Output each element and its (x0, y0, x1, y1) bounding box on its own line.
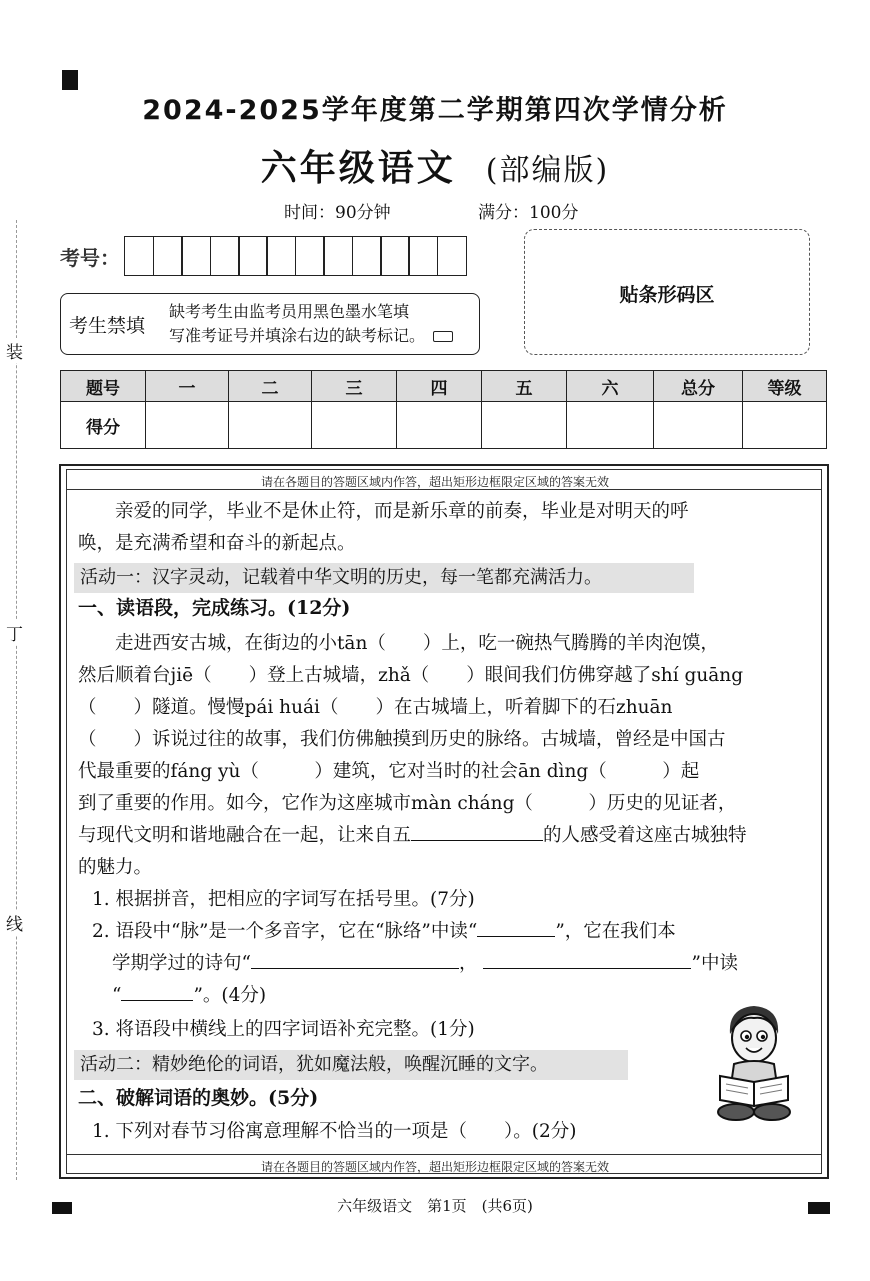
exam-id-cell[interactable] (238, 236, 268, 276)
subject-name: 六年级语文 (260, 147, 456, 189)
intro-line-1: 亲爱的同学，毕业不是休止符，而是新乐章的前奏，毕业是对明天的呼 (115, 501, 689, 522)
score-header-cell: 等级 (743, 371, 827, 402)
activity-2-banner: 活动二：精妙绝伦的词语，犹如魔法般，唤醒沉睡的文字。 (74, 1050, 628, 1080)
score-label: 满分：100分 (478, 203, 579, 223)
absent-mark-checkbox[interactable] (433, 331, 453, 342)
q2-text-d: ， (458, 953, 478, 974)
binding-line (16, 220, 17, 1180)
answer-area-notice-bottom: 请在各题目的答题区域内作答，超出矩形边框限定区域的答案无效 (260, 1160, 609, 1174)
question-1-2-cont (112, 948, 812, 980)
question-1-2-end (112, 980, 412, 1012)
binding-char-zhuang: 装 (6, 338, 23, 363)
exam-id-cell[interactable] (124, 236, 154, 276)
registration-mark-top-left (62, 70, 78, 90)
score-header-cell: 三 (312, 371, 397, 402)
passage-line-4: （ ）诉说过往的故事，我们仿佛触摸到历史的脉络。古城墙，曾经是中国古 (78, 729, 726, 750)
banner-divider-bottom (66, 1154, 822, 1155)
notice-text (169, 300, 453, 348)
passage-line-6: 到了重要的作用。如今，它作为这座城市màn cháng（ ）历史的见证者， (78, 793, 737, 814)
answer-area-notice-top: 请在各题目的答题区域内作答，超出矩形边框限定区域的答案无效 (260, 475, 609, 489)
notice-line-1: 缺考考生由监考员用黑色墨水笔填 (169, 302, 410, 321)
boy-reading-illustration (712, 1000, 796, 1124)
subject-title (0, 140, 870, 191)
score-header-cell: 四 (397, 371, 482, 402)
q2-text-c: 学期学过的诗句“ (112, 953, 251, 974)
notice-label: 考生禁填 (69, 315, 146, 337)
section-2-heading: 二、破解词语的奥妙。(5分) (78, 1087, 319, 1109)
binding-char-ding: 丁 (6, 620, 23, 645)
question-1-1: 1. 根据拼音，把相应的字词写在括号里。(7分) (92, 889, 475, 910)
score-table-score-row (61, 402, 827, 449)
exam-id-cell[interactable] (266, 236, 296, 276)
section-1-heading: 一、读语段，完成练习。(12分) (78, 597, 351, 619)
binding-char-xian: 线 (6, 910, 23, 935)
passage-line-8: 的魅力。 (78, 857, 153, 878)
exam-title: 2024-2025学年度第二学期第四次学情分析 (142, 95, 728, 126)
barcode-label: 贴条形码区 (619, 284, 715, 306)
score-header-cell: 五 (482, 371, 567, 402)
notice-line-2: 写准考证号并填涂右边的缺考标记。 (169, 326, 426, 345)
pronunciation-blank-1[interactable] (477, 916, 555, 937)
question-1-2 (92, 916, 812, 948)
score-header-cell: 总分 (654, 371, 743, 402)
edition-label: (部编版) (485, 153, 610, 188)
q2-text-e: ”中读 (691, 953, 738, 974)
page-footer: 六年级语文 第1页 (共6页) (337, 1197, 533, 1215)
absent-notice-box (60, 293, 480, 355)
pronunciation-blank-2[interactable] (121, 980, 193, 1001)
exam-id-row (60, 236, 467, 276)
score-cell[interactable] (743, 402, 827, 449)
score-cell[interactable] (567, 402, 654, 449)
passage-line-7 (78, 820, 808, 852)
score-header-cell: 二 (229, 371, 312, 402)
score-row-label: 得分 (61, 402, 146, 449)
poem-line-blank-2[interactable] (483, 948, 691, 969)
exam-id-label: 考号： (60, 245, 120, 270)
time-label: 时间：90分钟 (284, 203, 391, 223)
score-table-header-row (61, 371, 827, 402)
poem-line-blank-1[interactable] (251, 948, 459, 969)
score-cell[interactable] (146, 402, 229, 449)
score-cell[interactable] (397, 402, 482, 449)
score-cell[interactable] (312, 402, 397, 449)
exam-id-cell[interactable] (380, 236, 410, 276)
q2-text-f: “ (112, 985, 122, 1006)
question-2-1: 1. 下列对春节习俗寓意理解不恰当的一项是（ ）。(2分) (92, 1121, 577, 1142)
score-cell[interactable] (229, 402, 312, 449)
score-header-cell: 题号 (61, 371, 146, 402)
exam-id-cell[interactable] (295, 236, 325, 276)
exam-id-cell[interactable] (352, 236, 382, 276)
passage-line-1: 走进西安古城，在街边的小tān（ ）上，吃一碗热气腾腾的羊肉泡馍， (115, 633, 719, 654)
banner-divider-top (66, 489, 822, 490)
intro-line-2: 唤，是充满希望和奋斗的新起点。 (78, 533, 356, 554)
score-cell[interactable] (654, 402, 743, 449)
passage-line-2: 然后顺着台jiē（ ）登上古城墙，zhǎ（ ）眼间我们仿佛穿越了shí guāng (78, 665, 744, 686)
score-table (60, 370, 827, 449)
exam-id-cell[interactable] (408, 236, 438, 276)
q2-text-a: 2. 语段中“脉”是一个多音字，它在“脉络”中读“ (92, 921, 478, 942)
q2-text-g: ”。(4分) (193, 985, 267, 1006)
passage-line-7-start: 与现代文明和谐地融合在一起，让来自五 (78, 825, 412, 846)
score-header-cell: 一 (146, 371, 229, 402)
exam-id-cell[interactable] (323, 236, 353, 276)
exam-id-cell[interactable] (181, 236, 211, 276)
question-1-3: 3. 将语段中横线上的四字词语补充完整。(1分) (92, 1019, 475, 1040)
q2-text-b: ”，它在我们本 (555, 921, 676, 942)
exam-id-cell[interactable] (437, 236, 467, 276)
passage-line-7-end: 的人感受着这座古城独特 (543, 825, 747, 846)
exam-id-cell[interactable] (153, 236, 183, 276)
activity-1-banner: 活动一：汉字灵动，记载着中华文明的历史，每一笔都充满活力。 (74, 563, 694, 593)
idiom-blank[interactable] (411, 820, 543, 841)
passage-line-5: 代最重要的fáng yù（ ）建筑，它对当时的社会ān dìng（ ）起 (78, 761, 700, 782)
exam-id-cell[interactable] (210, 236, 240, 276)
barcode-area (524, 229, 810, 355)
score-header-cell: 六 (567, 371, 654, 402)
passage-line-3: （ ）隧道。慢慢pái huái（ ）在古城墙上，听着脚下的石zhuān (78, 697, 673, 718)
score-cell[interactable] (482, 402, 567, 449)
